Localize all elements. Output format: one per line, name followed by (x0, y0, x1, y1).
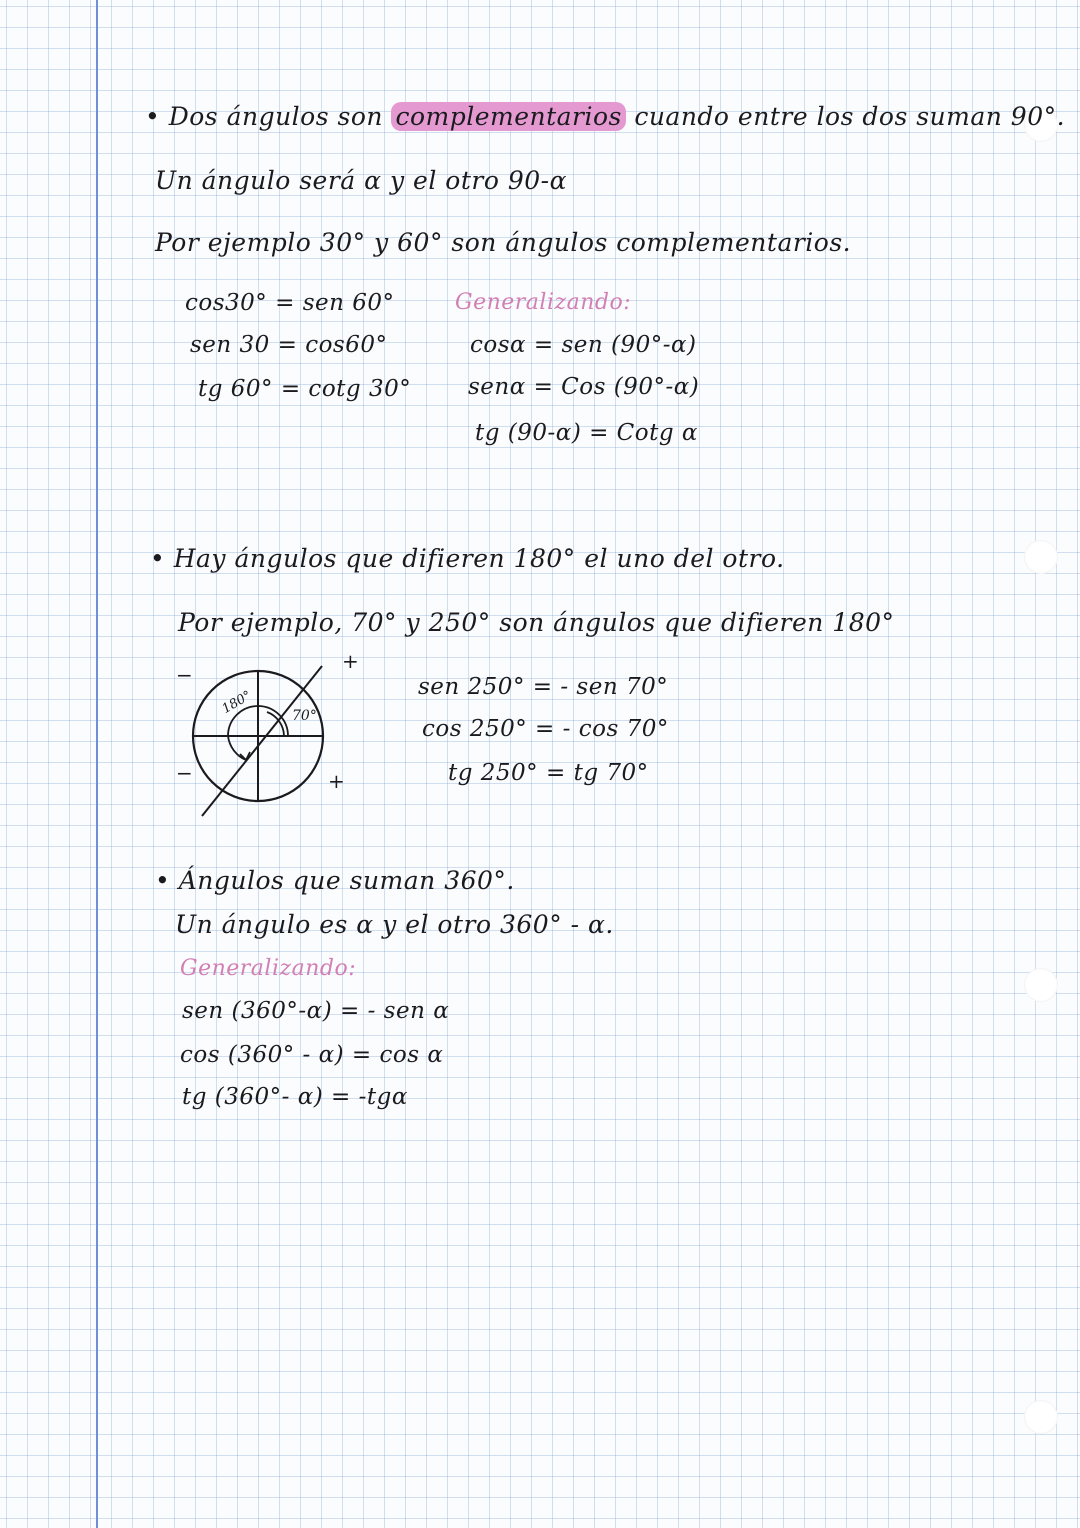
supplementary-180-definition: • Hay ángulos que difieren 180° el uno del otro. (150, 544, 785, 573)
sign-bottom-right: + (328, 769, 345, 793)
sign-bottom-left: − (176, 761, 193, 785)
punch-hole (1024, 540, 1058, 574)
sum-360-variables: Un ángulo es α y el otro 360° - α. (175, 910, 614, 939)
generalizing-label: Generalizando: (180, 956, 357, 981)
unit-circle-diagram (170, 648, 370, 828)
complementary-definition: • Dos ángulos son complementarios cuando entre los dos suman 90°. (145, 102, 1066, 131)
punch-hole (1024, 968, 1058, 1002)
general-formula: cosα = sen (90°-α) (470, 332, 697, 358)
diagonal-line (202, 666, 322, 816)
formula-360: tg (360°- α) = -tgα (182, 1084, 408, 1110)
supplementary-180-example: Por ejemplo, 70° y 250° son ángulos que difieren 180° (178, 608, 895, 637)
general-formula: senα = Cos (90°-α) (468, 374, 700, 400)
sign-top-left: − (176, 663, 193, 687)
sign-top-right: + (342, 649, 359, 673)
example-formula: cos30° = sen 60° (185, 290, 395, 316)
formula-180: cos 250° = - cos 70° (422, 716, 669, 742)
example-formula: tg 60° = cotg 30° (198, 376, 412, 402)
complementary-variables: Un ángulo será α y el otro 90-α (155, 166, 567, 195)
example-formula: sen 30 = cos60° (190, 332, 388, 358)
punch-hole (1024, 1400, 1058, 1434)
sum-360-definition: • Ángulos que suman 360°. (155, 866, 515, 895)
angle-label-70: 70° (292, 708, 317, 724)
formula-180: tg 250° = tg 70° (448, 760, 649, 786)
formula-360: sen (360°-α) = - sen α (182, 998, 450, 1024)
formula-180: sen 250° = - sen 70° (418, 674, 669, 700)
generalizing-label: Generalizando: (455, 290, 632, 315)
highlighted-term: complementarios (391, 102, 625, 131)
angle-label-180: 180° (219, 688, 255, 717)
margin-line (96, 0, 98, 1528)
complementary-example: Por ejemplo 30° y 60° son ángulos complementarios. (155, 228, 852, 257)
formula-360: cos (360° - α) = cos α (180, 1042, 444, 1068)
general-formula: tg (90-α) = Cotg α (475, 420, 698, 446)
